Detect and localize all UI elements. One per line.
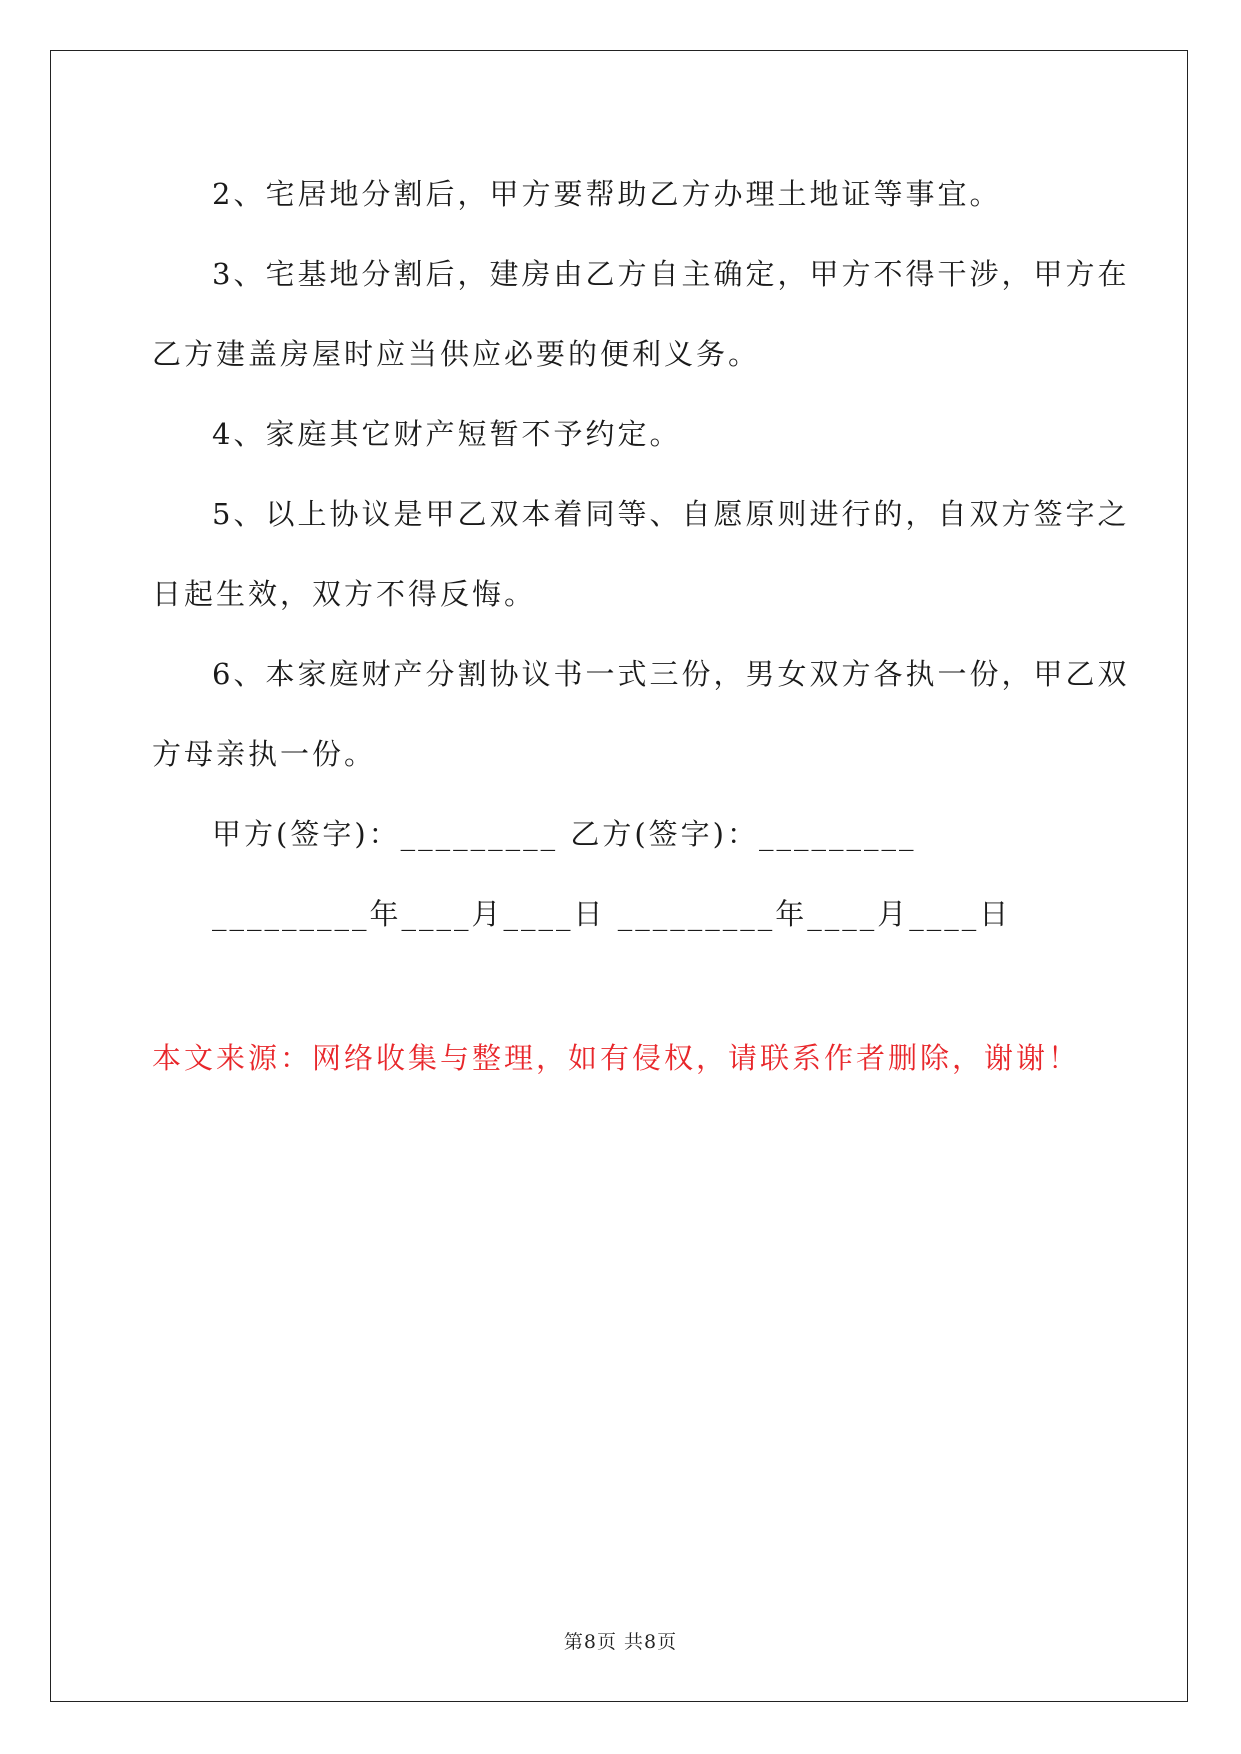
- date-line: _________年____月____日 _________年____月____日: [212, 897, 1012, 931]
- paragraph-6-line-2: 方母亲执一份。: [152, 737, 377, 771]
- paragraph-3-line-1: 3、宅基地分割后，建房由乙方自主确定，甲方不得干涉，甲方在: [212, 257, 1130, 291]
- paragraph-5-line-1: 5、以上协议是甲乙双本着同等、自愿原则进行的，自双方签字之: [212, 497, 1130, 531]
- paragraph-5-line-2: 日起生效，双方不得反悔。: [152, 577, 537, 611]
- paragraph-2-line-1: 2、宅居地分割后，甲方要帮助乙方办理土地证等事宜。: [212, 177, 1002, 211]
- signature-line: 甲方(签字)：_________ 乙方(签字)：_________: [212, 817, 917, 851]
- source-notice: 本文来源：网络收集与整理，如有侵权，请联系作者删除，谢谢！: [152, 1041, 1081, 1075]
- paragraph-4-line-1: 4、家庭其它财产短暂不予约定。: [212, 417, 682, 451]
- paragraph-6-line-1: 6、本家庭财产分割协议书一式三份，男女双方各执一份，甲乙双: [212, 657, 1130, 691]
- page-border: [50, 50, 1188, 1702]
- paragraph-3-line-2: 乙方建盖房屋时应当供应必要的便利义务。: [152, 337, 761, 371]
- page-footer: 第8页 共8页: [563, 1631, 678, 1653]
